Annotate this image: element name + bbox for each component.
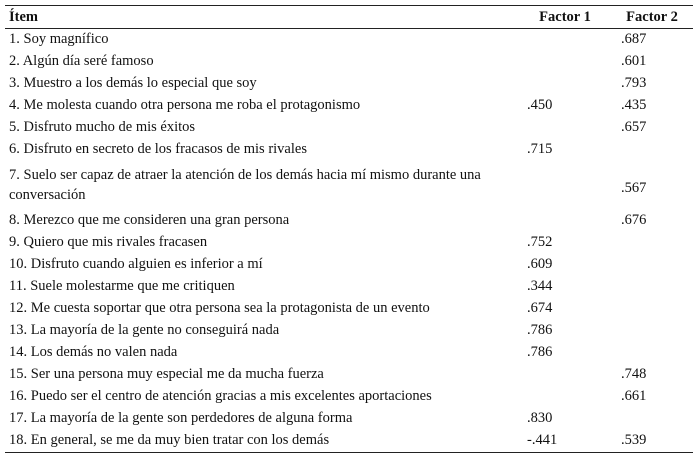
factor-2-value: .793 [621, 75, 647, 91]
factor-2-value [611, 408, 693, 430]
table-row [5, 73, 693, 95]
factor-1-value: -.441 [519, 430, 611, 453]
table-row [5, 298, 693, 320]
item-text: 4. Me molesta cuando otra persona me roba el protagonismo [9, 97, 361, 113]
table-row [5, 117, 693, 139]
factor-2-value: .687 [621, 31, 647, 47]
table-header-row [5, 6, 693, 29]
item-text: 2. Algún día seré famoso [9, 53, 154, 69]
factor-2-value: .657 [621, 119, 647, 135]
item-text: 12. Me cuesta soportar que otra persona sea la protagonista de un evento [9, 300, 430, 316]
factor-1-value: .450 [527, 97, 553, 113]
factor-1-value: .786 [527, 322, 553, 338]
item-text: 18. En general, se me da muy bien tratar con los demás [5, 430, 519, 453]
item-text: 9. Quiero que mis rivales fracasen [9, 234, 208, 250]
table-row [5, 276, 693, 298]
factor-1-value [519, 117, 611, 139]
table-row [5, 232, 693, 254]
table-row [5, 95, 693, 117]
item-text: 5. Disfruto mucho de mis éxitos [9, 119, 196, 135]
item-text: 17. La mayoría de la gente son perdedores de alguna forma [9, 410, 353, 426]
table-row [5, 51, 693, 73]
factor-2-value: .539 [611, 430, 693, 453]
factor-2-value [611, 276, 693, 298]
factor-1-value [519, 51, 611, 73]
table-row [5, 386, 693, 408]
factor-2-value: .676 [621, 212, 647, 228]
factor-2-value [611, 232, 693, 254]
factor-2-value [611, 139, 693, 161]
factor-2-value [611, 342, 693, 364]
table-row [5, 430, 693, 453]
table-row [5, 364, 693, 386]
factor-1-value [519, 29, 611, 52]
item-text: 16. Puedo ser el centro de atención gracias a mis excelentes aportaciones [9, 388, 432, 404]
factor-1-value: .786 [527, 344, 553, 360]
item-text: 3. Muestro a los demás lo especial que soy [9, 75, 257, 91]
factor-1-value: .830 [527, 410, 553, 426]
factor-2-value [611, 320, 693, 342]
factor-1-value [519, 364, 611, 386]
table-row [5, 139, 693, 161]
factor-1-value: .609 [527, 256, 553, 272]
table-row [5, 320, 693, 342]
header-factor-1: Factor 1 [519, 6, 611, 29]
factor-2-value [611, 298, 693, 320]
item-text: 1. Soy magnífico [9, 31, 109, 47]
factor-1-value [519, 161, 611, 210]
item-text: 13. La mayoría de la gente no conseguirá nada [9, 322, 280, 338]
factor-1-value: .674 [527, 300, 553, 316]
factor-1-value [519, 386, 611, 408]
item-text: 6. Disfruto en secreto de los fracasos de mis rivales [9, 141, 307, 157]
factor-2-value: .748 [621, 366, 647, 382]
factor-2-value: .567 [621, 179, 647, 196]
table-row [5, 342, 693, 364]
factor-1-value [519, 210, 611, 232]
item-text: 15. Ser una persona muy especial me da mucha fuerza [9, 366, 324, 382]
table-row [5, 29, 693, 52]
factor-1-value [519, 73, 611, 95]
factor-loadings-table [5, 5, 693, 453]
factor-1-value: .752 [527, 234, 553, 250]
factor-2-value: .601 [621, 53, 647, 69]
item-text: 7. Suelo ser capaz de atraer la atención de los demás hacia mí mismo durante una conversación [9, 167, 481, 203]
item-text: 11. Suele molestarme que me critiquen [9, 278, 235, 294]
header-factor-2: Factor 2 [611, 6, 693, 29]
item-text: 14. Los demás no valen nada [9, 344, 178, 360]
factor-2-value: .435 [621, 97, 647, 113]
item-text: 10. Disfruto cuando alguien es inferior a mí [9, 256, 263, 272]
table-row [5, 210, 693, 232]
header-item: Ítem [5, 6, 519, 29]
table-row [5, 408, 693, 430]
factor-1-value: .715 [527, 141, 553, 157]
table-row [5, 161, 693, 210]
factor-1-value: .344 [527, 278, 553, 294]
item-text: 8. Merezco que me consideren una gran persona [9, 212, 290, 228]
table-row [5, 254, 693, 276]
factor-2-value [611, 254, 693, 276]
factor-2-value: .661 [621, 388, 647, 404]
